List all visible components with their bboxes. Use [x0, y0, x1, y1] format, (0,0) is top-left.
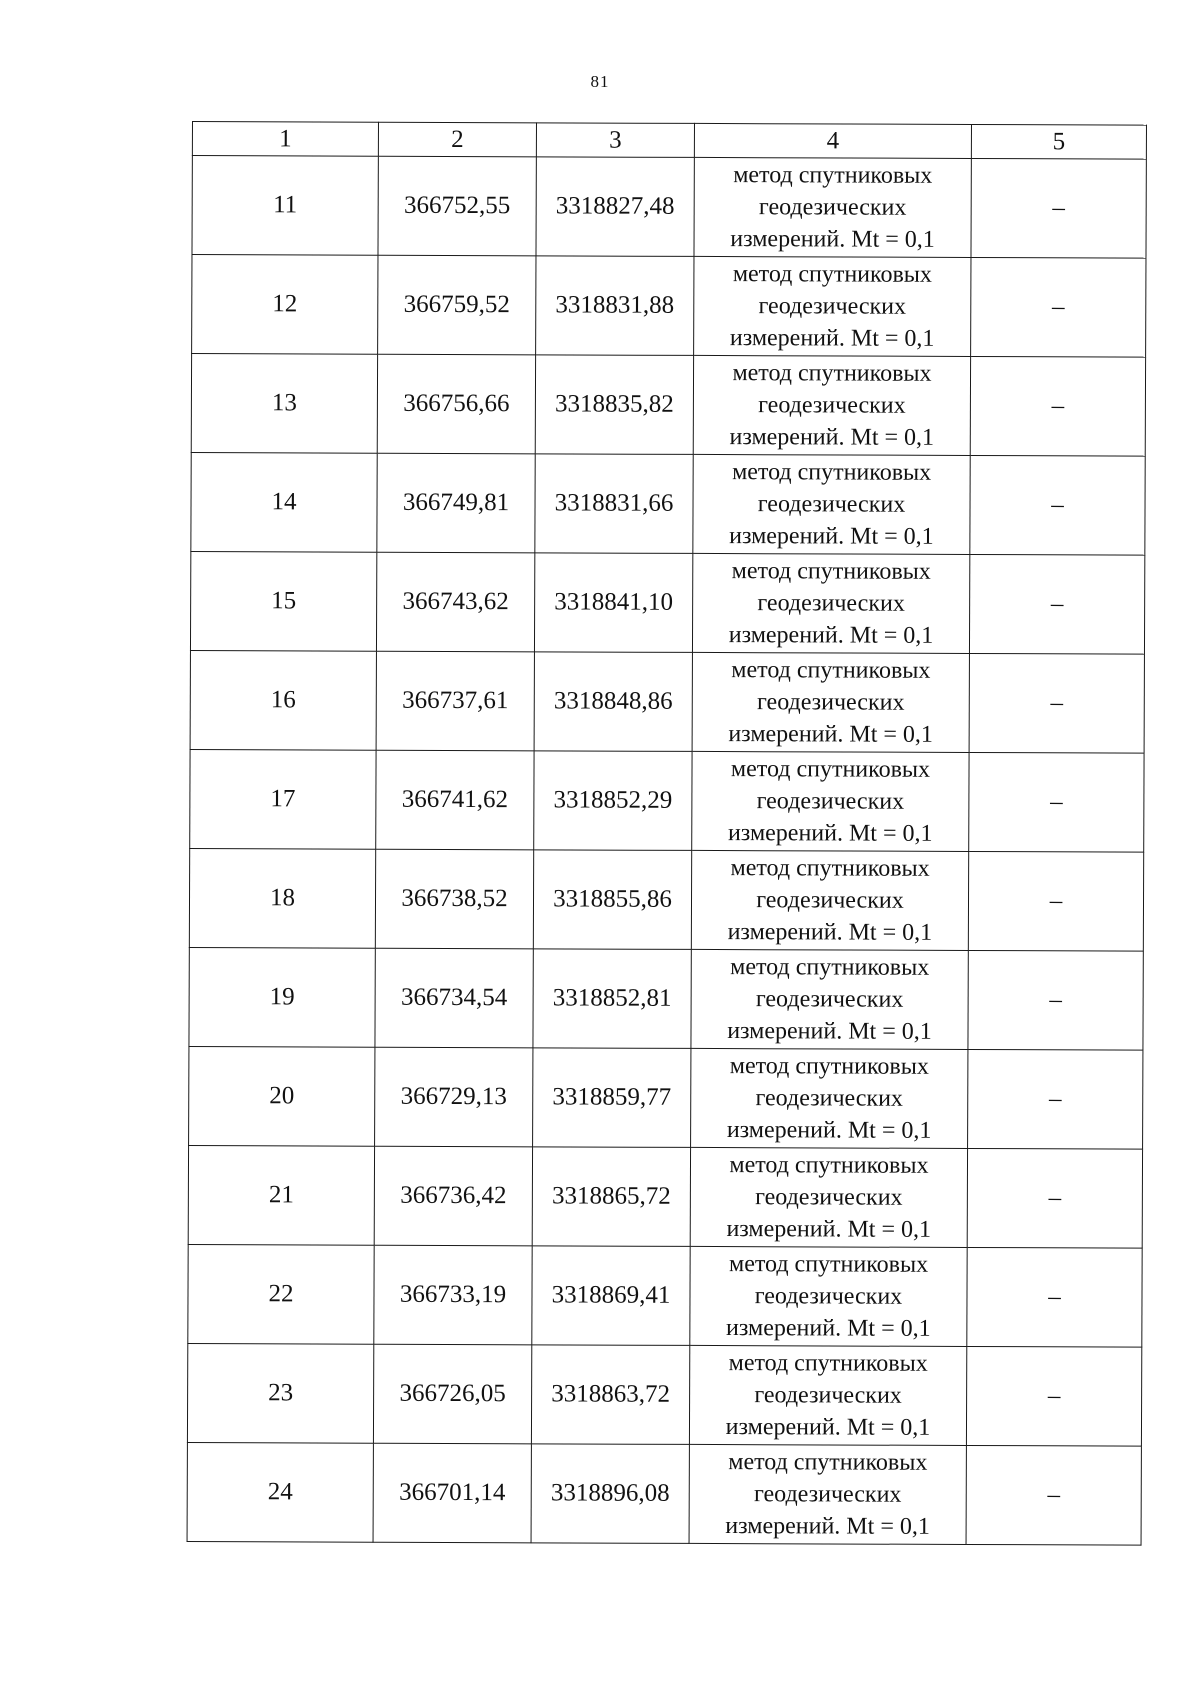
method-line: геодезических [754, 1382, 902, 1409]
method-cell [691, 949, 968, 1049]
method-line: метод спутниковых [732, 261, 933, 288]
table-row [190, 749, 1144, 852]
method-line: измерений. Mt = 0,1 [729, 523, 934, 550]
method-cell [691, 850, 968, 950]
point-number-cell: 17 [190, 749, 376, 849]
description-cell: – [971, 158, 1146, 258]
point-number-cell: 12 [192, 255, 378, 355]
table-body [187, 156, 1146, 1546]
method-cell [692, 553, 969, 653]
method-line: измерений. Mt = 0,1 [728, 622, 934, 649]
point-number-cell: 14 [191, 452, 377, 552]
table-row [192, 255, 1146, 358]
method-line: метод спутниковых [732, 459, 932, 486]
method-line: метод спутниковых [733, 162, 933, 189]
point-number-cell: 13 [191, 354, 377, 454]
y-coordinate-cell: 3318896,08 [531, 1444, 689, 1544]
table-row [190, 551, 1144, 654]
table-row [189, 947, 1143, 1050]
x-coordinate-cell: 366737,61 [376, 651, 534, 751]
y-coordinate-cell: 3318863,72 [531, 1345, 689, 1445]
point-number-cell: 21 [188, 1145, 374, 1245]
method-line: геодезических [757, 491, 906, 518]
description-cell: – [970, 455, 1145, 555]
point-number-cell: 22 [188, 1244, 374, 1344]
method-cell [693, 355, 970, 455]
point-number-cell: 20 [189, 1046, 375, 1146]
x-coordinate-cell: 366743,62 [376, 552, 534, 652]
method-line: метод спутниковых [732, 360, 932, 387]
method-line: измерений. Mt = 0,1 [726, 1117, 932, 1144]
x-coordinate-cell: 366701,14 [373, 1443, 531, 1543]
y-coordinate-cell: 3318865,72 [532, 1147, 690, 1247]
method-line: геодезических [757, 590, 905, 617]
table-row [191, 354, 1145, 457]
method-line: измерений. Mt = 0,1 [727, 820, 933, 847]
y-coordinate-cell: 3318831,66 [535, 454, 693, 554]
table-row [188, 1244, 1142, 1347]
method-line: измерений. Mt = 0,1 [729, 424, 935, 451]
y-coordinate-cell: 3318831,88 [536, 256, 694, 356]
method-cell [692, 652, 969, 752]
x-coordinate-cell: 366726,05 [373, 1344, 531, 1444]
method-line: геодезических [758, 293, 907, 320]
method-line: измерений. Mt = 0,1 [728, 721, 933, 748]
method-line: измерений. Mt = 0,1 [727, 919, 933, 946]
column-header-1: 1 [192, 122, 378, 157]
description-cell: – [971, 257, 1146, 357]
method-line: геодезических [755, 1085, 904, 1112]
point-number-cell: 15 [190, 551, 376, 651]
y-coordinate-cell: 3318841,10 [534, 553, 692, 653]
point-number-cell: 11 [192, 156, 378, 256]
method-line: геодезических [758, 194, 907, 221]
x-coordinate-cell: 366736,42 [374, 1146, 532, 1246]
table-row [188, 1145, 1142, 1248]
method-line: измерений. Mt = 0,1 [725, 1513, 930, 1540]
method-cell [690, 1147, 967, 1247]
description-cell: – [969, 752, 1144, 852]
description-cell: – [967, 1148, 1142, 1248]
x-coordinate-cell: 366756,66 [377, 354, 535, 454]
y-coordinate-cell: 3318835,82 [535, 355, 693, 455]
point-number-cell: 24 [187, 1442, 373, 1542]
x-coordinate-cell: 366752,55 [378, 156, 536, 256]
x-coordinate-cell: 366729,13 [375, 1047, 533, 1147]
point-number-cell: 23 [187, 1343, 373, 1443]
description-cell: – [968, 851, 1143, 951]
x-coordinate-cell: 366738,52 [375, 849, 533, 949]
method-line: измерений. Mt = 0,1 [727, 1018, 932, 1045]
x-coordinate-cell: 366749,81 [377, 453, 535, 553]
y-coordinate-cell: 3318859,77 [533, 1048, 691, 1148]
description-cell: – [969, 653, 1144, 753]
method-cell [693, 454, 970, 554]
coordinates-table [187, 121, 1147, 1546]
method-cell [689, 1345, 966, 1445]
method-line: метод спутниковых [730, 855, 930, 882]
method-line: геодезических [755, 986, 904, 1013]
method-line: геодезических [756, 788, 905, 815]
method-line: измерений. Mt = 0,1 [725, 1414, 931, 1441]
table-header [192, 122, 1146, 160]
method-line: геодезических [755, 1184, 903, 1211]
table-row [190, 650, 1144, 753]
description-cell: – [966, 1445, 1141, 1545]
description-cell: – [967, 1247, 1142, 1347]
method-line: геодезических [756, 887, 904, 914]
method-line: геодезических [753, 1481, 902, 1508]
method-cell [694, 256, 971, 356]
method-cell [694, 157, 971, 257]
method-line: метод спутниковых [730, 954, 930, 981]
point-number-cell: 19 [189, 947, 375, 1047]
y-coordinate-cell: 3318852,81 [533, 949, 691, 1049]
method-line: метод спутниковых [730, 756, 931, 783]
x-coordinate-cell: 366759,52 [378, 255, 536, 355]
table-row [187, 1343, 1141, 1446]
method-line: метод спутниковых [731, 657, 931, 684]
point-number-cell: 18 [189, 848, 375, 948]
x-coordinate-cell: 366734,54 [375, 948, 533, 1048]
method-cell [690, 1246, 967, 1346]
method-line: измерений. Mt = 0,1 [730, 226, 935, 253]
page-number: 81 [590, 72, 610, 91]
description-cell: – [968, 1049, 1143, 1149]
method-line: метод спутниковых [728, 1449, 928, 1476]
column-header-3: 3 [536, 123, 694, 158]
y-coordinate-cell: 3318852,29 [534, 751, 692, 851]
y-coordinate-cell: 3318848,86 [534, 652, 692, 752]
method-line: измерений. Mt = 0,1 [729, 325, 935, 352]
description-cell: – [966, 1346, 1141, 1446]
method-line: измерений. Mt = 0,1 [726, 1216, 932, 1243]
header-row [192, 122, 1146, 160]
description-cell: – [968, 950, 1143, 1050]
table-row [191, 452, 1145, 555]
method-line: метод спутниковых [729, 1152, 929, 1179]
y-coordinate-cell: 3318827,48 [536, 157, 694, 257]
method-cell [691, 1048, 968, 1148]
x-coordinate-cell: 366741,62 [376, 750, 534, 850]
method-cell [692, 751, 969, 851]
table-row [192, 156, 1146, 259]
y-coordinate-cell: 3318855,86 [533, 850, 691, 950]
method-line: геодезических [756, 689, 905, 716]
method-line: метод спутниковых [731, 558, 931, 585]
method-line: метод спутниковых [729, 1053, 929, 1080]
description-cell: – [969, 554, 1144, 654]
table-row [187, 1442, 1141, 1545]
method-line: метод спутниковых [728, 1350, 928, 1377]
method-line: метод спутниковых [729, 1251, 929, 1278]
y-coordinate-cell: 3318869,41 [532, 1246, 690, 1346]
table-row [189, 1046, 1143, 1149]
method-cell [689, 1444, 966, 1544]
method-line: измерений. Mt = 0,1 [726, 1315, 931, 1342]
method-line: геодезических [758, 392, 906, 419]
column-header-4: 4 [694, 123, 971, 158]
column-header-5: 5 [971, 124, 1146, 159]
point-number-cell: 16 [190, 650, 376, 750]
table-row [189, 848, 1143, 951]
x-coordinate-cell: 366733,19 [374, 1245, 532, 1345]
column-header-2: 2 [378, 122, 536, 157]
description-cell: – [970, 356, 1145, 456]
method-line: геодезических [754, 1283, 903, 1310]
